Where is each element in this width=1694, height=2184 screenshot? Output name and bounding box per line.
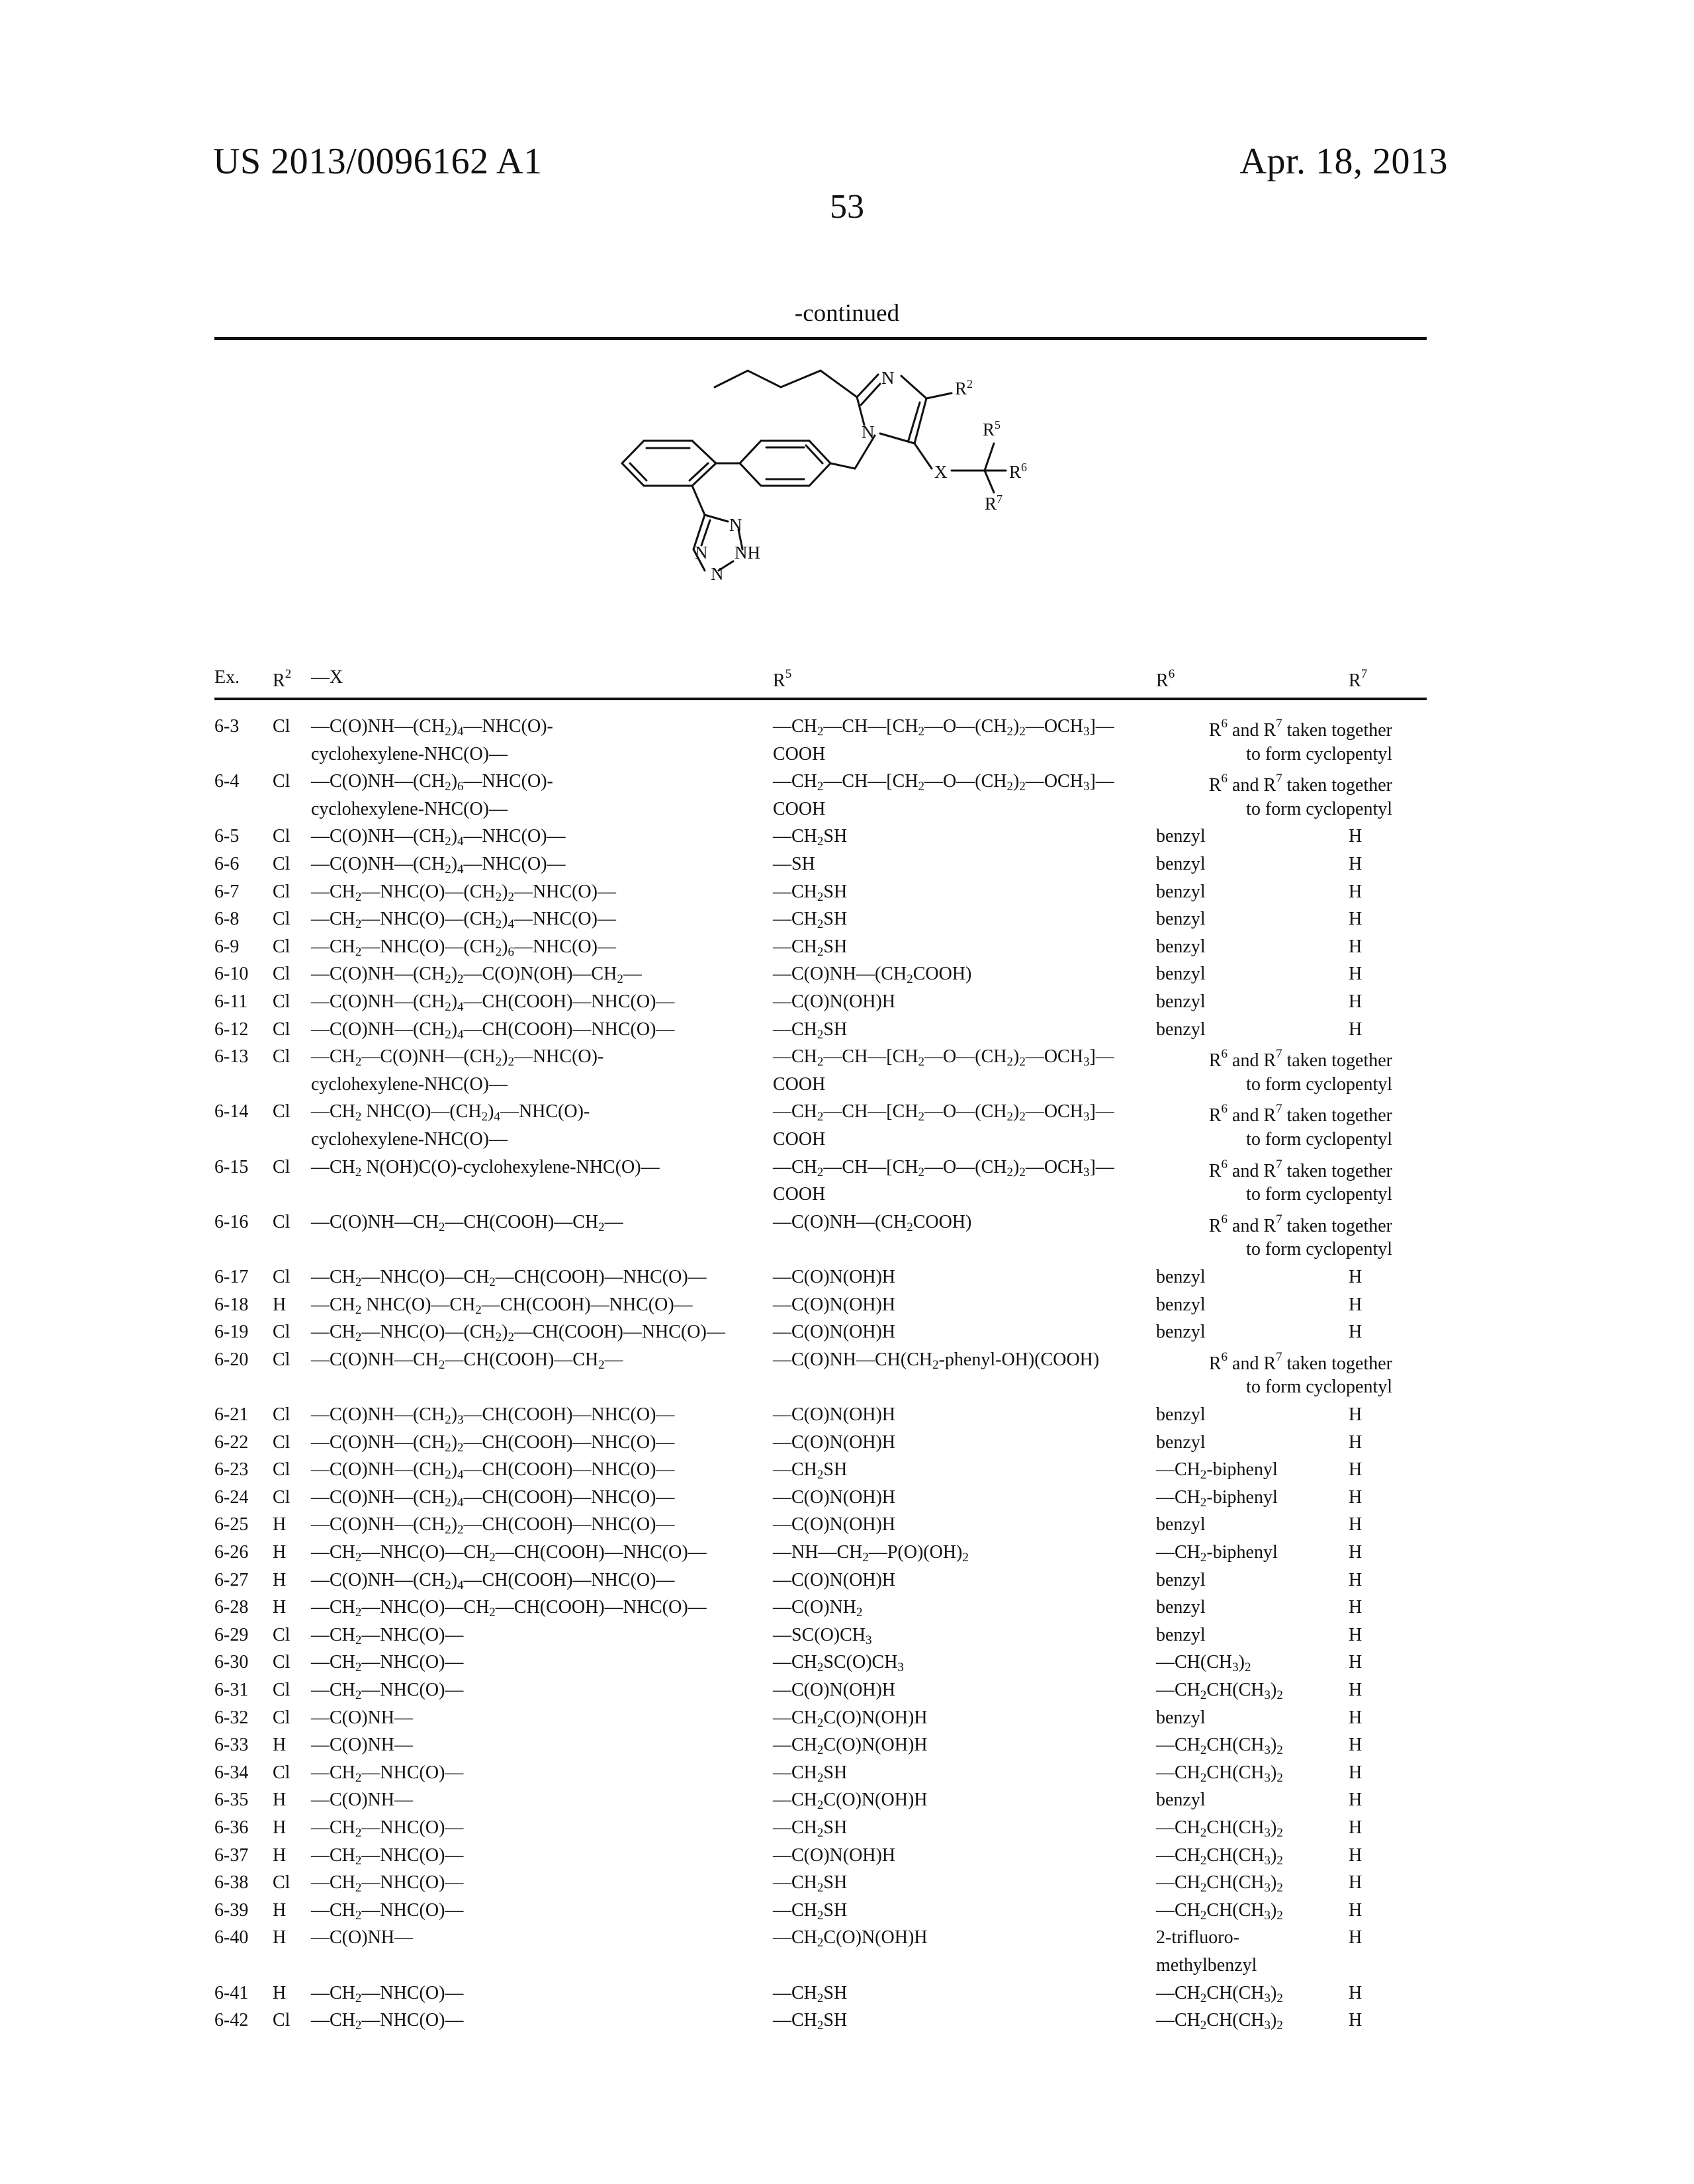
cell-r6: $—CH_2CH(CH_3)_2$ (1156, 2010, 1283, 2033)
cell-r6: $—CH_2CH(CH_3)_2$ (1156, 1982, 1283, 2005)
substituent-r2: $R^2$ (955, 377, 973, 398)
cell-r6: benzyl (1156, 1019, 1206, 1040)
column-header-r2: $R^2$ (273, 667, 292, 691)
cell-r2: Cl (273, 1624, 290, 1645)
cell-r6: benzyl (1156, 1432, 1206, 1453)
cell-example-number: 6-7 (214, 881, 240, 902)
cell-r2: Cl (273, 1404, 290, 1425)
cell-example-number: 6-25 (214, 1514, 249, 1535)
cell-example-number: 6-18 (214, 1294, 249, 1315)
cell-r5: —C(O)N(OH)H (773, 1569, 896, 1590)
atom-label-n: N (711, 564, 724, 584)
cell-example-number: 6-40 (214, 1927, 249, 1948)
cell-r6: benzyl (1156, 881, 1206, 902)
cell-r7: H (1349, 1927, 1362, 1948)
cell-example-number: 6-35 (214, 1790, 249, 1811)
cell-r5: $—CH_2—CH—[CH_2—O—(CH_2)_2—OCH_3]—$ (773, 771, 1114, 794)
cell-example-number: 6-30 (214, 1652, 249, 1673)
cell-r6-r7-combined: $R^6$ and $R^7$ taken together (1208, 717, 1392, 741)
cell-r5: —C(O)N(OH)H (773, 991, 896, 1012)
cell-r5: $—CH_2C(O)N(OH)H$ (773, 1735, 928, 1758)
cell-r7: H (1349, 1294, 1362, 1315)
cell-r5: $—CH_2SH$ (773, 1762, 848, 1785)
cell-r6: benzyl (1156, 826, 1206, 847)
cell-r7: H (1349, 1322, 1362, 1343)
cell-r6: benzyl (1156, 909, 1206, 930)
cell-r6-r7-combined: to form cyclopentyl (1246, 1377, 1392, 1398)
cell-x: $—C(O)NH—(CH_2)_2—CH(COOH)—NHC(O)—$ (311, 1514, 675, 1537)
cell-x: $—CH_2—C(O)NH—(CH_2)_2—NHC(O)-$ (311, 1046, 604, 1069)
cell-example-number: 6-23 (214, 1459, 249, 1480)
cell-r5: $—CH_2SH$ (773, 881, 848, 904)
cell-r5: $—CH_2SH$ (773, 1459, 848, 1482)
cell-example-number: 6-19 (214, 1322, 249, 1343)
cell-x: —C(O)NH— (311, 1790, 413, 1811)
cell-r5: $—CH_2SH$ (773, 1872, 848, 1895)
cell-r6: $—CH_2CH(CH_3)_2$ (1156, 1899, 1283, 1923)
cell-r2: H (273, 1294, 287, 1315)
cell-example-number: 6-8 (214, 909, 240, 930)
cell-r7: H (1349, 1790, 1362, 1811)
table-top-rule (214, 337, 1427, 340)
cell-r5: $—CH_2SH$ (773, 909, 848, 932)
cell-x: $—CH_2—NHC(O)—$ (311, 1899, 464, 1923)
cell-r6-r7-combined: $R^6$ and $R^7$ taken together (1208, 1349, 1392, 1374)
cell-r6: benzyl (1156, 991, 1206, 1012)
cell-r6: benzyl (1156, 1569, 1206, 1590)
cell-example-number: 6-9 (214, 936, 240, 957)
cell-x: $—CH_2—NHC(O)—$ (311, 1762, 464, 1785)
cell-r2: Cl (273, 1101, 290, 1122)
cell-r2: Cl (273, 1349, 290, 1370)
cell-r5: $—CH_2—CH—[CH_2—O—(CH_2)_2—OCH_3]—$ (773, 716, 1114, 739)
chemical-structure (569, 351, 1125, 662)
cell-example-number: 6-34 (214, 1762, 249, 1783)
substituent-r5: $R^5$ (983, 418, 1001, 439)
cell-x: $—CH_2—NHC(O)—$ (311, 1844, 464, 1868)
cell-r5: $—C(O)NH—CH(CH_2-phenyl-OH)(COOH)$ (773, 1349, 1100, 1372)
cell-r5: —C(O)N(OH)H (773, 1294, 896, 1315)
cell-r7: H (1349, 936, 1362, 957)
cell-r2: Cl (273, 1459, 290, 1480)
cell-x: —C(O)NH— (311, 1927, 413, 1948)
cell-r6: $—CH_2CH(CH_3)_2$ (1156, 1680, 1283, 1702)
cell-x: $—C(O)NH—(CH_2)_4—NHC(O)—$ (311, 826, 566, 849)
cell-r2: H (273, 1542, 287, 1563)
cell-r5: $—C(O)NH—(CH_2COOH)$ (773, 1211, 972, 1234)
cell-x: $—CH_2—NHC(O)—$ (311, 1624, 464, 1647)
cell-x: cyclohexylene-NHC(O)— (311, 743, 508, 764)
cell-r6: $—CH_2$-biphenyl (1156, 1486, 1278, 1510)
cell-r5: $—C(O)NH_2$ (773, 1597, 863, 1620)
atom-label-x: X (934, 462, 948, 482)
structure-bonds (622, 371, 1006, 570)
cell-r7: H (1349, 1514, 1362, 1535)
cell-r7: H (1349, 826, 1362, 847)
cell-r2: Cl (273, 1652, 290, 1673)
page-number: 53 (830, 188, 864, 226)
cell-x: $—C(O)NH—CH_2—CH(COOH)—CH_2—$ (311, 1349, 623, 1372)
cell-r7: H (1349, 1872, 1362, 1893)
cell-r5: —C(O)N(OH)H (773, 1514, 896, 1535)
cell-example-number: 6-22 (214, 1432, 249, 1453)
cell-example-number: 6-21 (214, 1404, 249, 1425)
cell-example-number: 6-41 (214, 1982, 249, 2003)
cell-example-number: 6-36 (214, 1817, 249, 1838)
cell-r6-r7-combined: to form cyclopentyl (1246, 1184, 1392, 1205)
cell-r2: H (273, 1817, 287, 1838)
cell-r2: Cl (273, 1019, 290, 1040)
cell-r5: $—CH_2—CH—[CH_2—O—(CH_2)_2—OCH_3]—$ (773, 1101, 1114, 1124)
cell-r2: Cl (273, 771, 290, 792)
cell-x: $—C(O)NH—(CH_2)_3—CH(COOH)—NHC(O)—$ (311, 1404, 675, 1427)
cell-r6: benzyl (1156, 1624, 1206, 1645)
cell-r6: 2-trifluoro- (1156, 1927, 1239, 1948)
cell-x: $—C(O)NH—(CH_2)_2—C(O)N(OH)—CH_2—$ (311, 964, 642, 987)
cell-r2: Cl (273, 1680, 290, 1700)
cell-r2: Cl (273, 964, 290, 985)
cell-r6: benzyl (1156, 1514, 1206, 1535)
cell-x: $—CH_2$ $NHC(O)—CH_2—CH(COOH)—NHC(O)—$ (311, 1294, 693, 1317)
cell-r7: H (1349, 1019, 1362, 1040)
cell-x: cyclohexylene-NHC(O)— (311, 798, 508, 819)
cell-r2: Cl (273, 1432, 290, 1453)
cell-x: $—CH_2—NHC(O)—CH_2—CH(COOH)—NHC(O)—$ (311, 1542, 707, 1565)
cell-r5: $—CH_2SH$ (773, 1982, 848, 2005)
cell-x: $—CH_2—NHC(O)—$ (311, 1680, 464, 1702)
cell-x: $—CH_2—NHC(O)—(CH_2)_2—NHC(O)—$ (311, 881, 616, 904)
cell-r7: H (1349, 881, 1362, 902)
publication-number: US 2013/0096162 A1 (213, 141, 543, 182)
cell-r7: H (1349, 1597, 1362, 1618)
cell-r2: H (273, 1514, 287, 1535)
cell-r6: benzyl (1156, 1267, 1206, 1287)
cell-r5: —SH (773, 854, 815, 874)
cell-example-number: 6-17 (214, 1267, 249, 1287)
cell-r2: H (273, 1790, 287, 1811)
cell-r5: —C(O)N(OH)H (773, 1844, 896, 1866)
cell-example-number: 6-29 (214, 1624, 249, 1645)
cell-r6: benzyl (1156, 854, 1206, 874)
cell-r6-r7-combined: $R^6$ and $R^7$ taken together (1208, 1157, 1392, 1181)
atom-label-n: N (695, 543, 708, 563)
cell-r6: methylbenzyl (1156, 1955, 1257, 1976)
cell-r7: H (1349, 1844, 1362, 1866)
cell-r2: Cl (273, 1486, 290, 1508)
cell-example-number: 6-31 (214, 1680, 249, 1700)
cell-r2: Cl (273, 1211, 290, 1232)
cell-r5: $—CH_2C(O)N(OH)H$ (773, 1927, 928, 1950)
cell-x: $—CH_2—NHC(O)—$ (311, 2010, 464, 2033)
cell-example-number: 6-26 (214, 1542, 249, 1563)
cell-example-number: 6-37 (214, 1844, 249, 1866)
cell-r7: H (1349, 1569, 1362, 1590)
cell-example-number: 6-20 (214, 1349, 249, 1370)
cell-r2: H (273, 1982, 287, 2003)
cell-r5: $—CH_2SH$ (773, 1817, 848, 1840)
cell-r7: H (1349, 1707, 1362, 1728)
cell-r5: $—C(O)NH—(CH_2COOH)$ (773, 964, 972, 987)
cell-example-number: 6-15 (214, 1156, 249, 1177)
cell-r2: H (273, 1899, 287, 1921)
cell-r6: $—CH_2CH(CH_3)_2$ (1156, 1817, 1283, 1840)
cell-r5: $—CH_2C(O)N(OH)H$ (773, 1790, 928, 1813)
cell-example-number: 6-12 (214, 1019, 249, 1040)
cell-example-number: 6-4 (214, 771, 240, 792)
cell-r7: H (1349, 1982, 1362, 2003)
cell-r6-r7-combined: $R^6$ and $R^7$ taken together (1208, 1212, 1392, 1236)
cell-r2: Cl (273, 1762, 290, 1783)
cell-r7: H (1349, 991, 1362, 1012)
cell-example-number: 6-42 (214, 2010, 249, 2031)
cell-r2: Cl (273, 1322, 290, 1343)
cell-r7: H (1349, 1542, 1362, 1563)
column-header-x: —X (311, 667, 343, 688)
cell-x: $—C(O)NH—(CH_2)_4—CH(COOH)—NHC(O)—$ (311, 1459, 675, 1482)
cell-example-number: 6-32 (214, 1707, 249, 1728)
cell-x: $—C(O)NH—(CH_2)_4—CH(COOH)—NHC(O)—$ (311, 1019, 675, 1042)
cell-r7: H (1349, 1624, 1362, 1645)
cell-r2: Cl (273, 1872, 290, 1893)
cell-example-number: 6-33 (214, 1735, 249, 1756)
cell-r2: H (273, 1597, 287, 1618)
cell-r5: $—CH_2—CH—[CH_2—O—(CH_2)_2—OCH_3]—$ (773, 1046, 1114, 1069)
structure-atom-labels (695, 368, 1027, 584)
cell-r5: —C(O)N(OH)H (773, 1322, 896, 1343)
cell-r6-r7-combined: to form cyclopentyl (1246, 1129, 1392, 1150)
cell-x: $—CH_2$ $NHC(O)—(CH_2)_4—NHC(O)-$ (311, 1101, 590, 1124)
cell-r2: Cl (273, 1046, 290, 1068)
cell-r2: Cl (273, 2010, 290, 2031)
column-header-ex: Ex. (214, 667, 240, 688)
cell-r6-r7-combined: to form cyclopentyl (1246, 1073, 1392, 1095)
cell-example-number: 6-24 (214, 1486, 249, 1508)
cell-example-number: 6-3 (214, 716, 240, 737)
cell-r6-r7-combined: to form cyclopentyl (1246, 1239, 1392, 1260)
cell-r6: benzyl (1156, 1790, 1206, 1811)
cell-example-number: 6-16 (214, 1211, 249, 1232)
cell-r6: $—CH_2CH(CH_3)_2$ (1156, 1844, 1283, 1868)
cell-r5: $—SC(O)CH_3$ (773, 1624, 872, 1647)
atom-label-n: N (862, 422, 875, 442)
cell-r2: Cl (273, 716, 290, 737)
cell-x: $—C(O)NH—(CH_2)_6—NHC(O)-$ (311, 771, 553, 794)
cell-r6: $—CH_2$-biphenyl (1156, 1542, 1278, 1565)
cell-r5: $—CH_2C(O)N(OH)H$ (773, 1707, 928, 1730)
cell-x: $—CH_2—NHC(O)—$ (311, 1817, 464, 1840)
cell-r7: H (1349, 2010, 1362, 2031)
cell-x: $—C(O)NH—CH_2—CH(COOH)—CH_2—$ (311, 1211, 623, 1234)
cell-r5: COOH (773, 798, 826, 819)
cell-x: $—CH_2—NHC(O)—(CH_2)_6—NHC(O)—$ (311, 936, 616, 959)
cell-example-number: 6-13 (214, 1046, 249, 1068)
cell-r5: $—CH_2SH$ (773, 936, 848, 959)
cell-example-number: 6-11 (214, 991, 248, 1012)
cell-example-number: 6-39 (214, 1899, 249, 1921)
cell-x: $—CH_2—NHC(O)—(CH_2)_2—CH(COOH)—NHC(O)—$ (311, 1322, 725, 1345)
cell-r7: H (1349, 1432, 1362, 1453)
cell-r2: Cl (273, 1707, 290, 1728)
cell-r6-r7-combined: $R^6$ and $R^7$ taken together (1208, 1102, 1392, 1126)
substituent-r6: $R^6$ (1009, 461, 1028, 482)
continued-label: -continued (794, 300, 900, 327)
cell-r5: COOH (773, 1073, 826, 1095)
cell-r5: —C(O)N(OH)H (773, 1267, 896, 1287)
cell-x: $—C(O)NH—(CH_2)_4—CH(COOH)—NHC(O)—$ (311, 1486, 675, 1510)
cell-r2: Cl (273, 936, 290, 957)
cell-example-number: 6-10 (214, 964, 249, 985)
cell-r5: $—CH_2—CH—[CH_2—O—(CH_2)_2—OCH_3]—$ (773, 1156, 1114, 1179)
cell-r5: COOH (773, 1129, 826, 1150)
atom-label-nh: NH (735, 543, 760, 563)
cell-r5: $—CH_2SH$ (773, 1019, 848, 1042)
cell-r6: benzyl (1156, 1322, 1206, 1343)
cell-x: $—CH_2—NHC(O)—CH_2—CH(COOH)—NHC(O)—$ (311, 1267, 707, 1289)
cell-x: $—CH_2—NHC(O)—$ (311, 1872, 464, 1895)
header-rule (214, 698, 1427, 700)
cell-r6: $—CH_2$-biphenyl (1156, 1459, 1278, 1482)
cell-r2: Cl (273, 881, 290, 902)
cell-r2: Cl (273, 1156, 290, 1177)
cell-example-number: 6-38 (214, 1872, 249, 1893)
cell-r6-r7-combined: $R^6$ and $R^7$ taken together (1208, 1047, 1392, 1071)
cell-r5: —C(O)N(OH)H (773, 1680, 896, 1700)
cell-r6: $—CH_2CH(CH_3)_2$ (1156, 1762, 1283, 1785)
substituent-r7: $R^7$ (985, 492, 1003, 514)
cell-r7: H (1349, 1735, 1362, 1756)
cell-r7: H (1349, 964, 1362, 985)
cell-r5: $—CH_2SH$ (773, 2010, 848, 2033)
cell-x: $—CH_2$ N(OH)C(O)-cyclohexylene-NHC(O)— (311, 1156, 660, 1179)
cell-r7: H (1349, 1486, 1362, 1508)
cell-r6: benzyl (1156, 936, 1206, 957)
cell-x: $—C(O)NH—(CH_2)_4—NHC(O)—$ (311, 854, 566, 876)
cell-r6-r7-combined: $R^6$ and $R^7$ taken together (1208, 772, 1392, 796)
cell-x: $—C(O)NH—(CH_2)_4—CH(COOH)—NHC(O)—$ (311, 991, 675, 1014)
cell-r6-r7-combined: to form cyclopentyl (1246, 798, 1392, 819)
cell-r5: —C(O)N(OH)H (773, 1486, 896, 1508)
cell-r2: H (273, 1569, 287, 1590)
cell-r2: H (273, 1844, 287, 1866)
cell-r6: benzyl (1156, 1597, 1206, 1618)
cell-x: $—CH_2—NHC(O)—$ (311, 1982, 464, 2005)
cell-r7: H (1349, 1267, 1362, 1287)
cell-r2: Cl (273, 854, 290, 874)
cell-r6: benzyl (1156, 1707, 1206, 1728)
publication-date: Apr. 18, 2013 (1239, 141, 1448, 182)
cell-r6: $—CH_2CH(CH_3)_2$ (1156, 1735, 1283, 1758)
cell-example-number: 6-5 (214, 826, 240, 847)
cell-r5: $—CH_2SH$ (773, 826, 848, 849)
cell-r6: benzyl (1156, 1404, 1206, 1425)
cell-r6: benzyl (1156, 1294, 1206, 1315)
cell-x: $—CH_2—NHC(O)—CH_2—CH(COOH)—NHC(O)—$ (311, 1597, 707, 1620)
cell-x: —C(O)NH— (311, 1735, 413, 1756)
cell-r2: Cl (273, 826, 290, 847)
cell-x: $—C(O)NH—(CH_2)_2—CH(COOH)—NHC(O)—$ (311, 1432, 675, 1455)
cell-x: cyclohexylene-NHC(O)— (311, 1129, 508, 1150)
column-header-r7: $R^7$ (1349, 667, 1368, 691)
column-header-r5: $R^5$ (773, 667, 792, 691)
cell-r5: COOH (773, 743, 826, 764)
cell-example-number: 6-28 (214, 1597, 249, 1618)
cell-x: $—CH_2—NHC(O)—(CH_2)_4—NHC(O)—$ (311, 909, 616, 932)
cell-r5: —C(O)N(OH)H (773, 1432, 896, 1453)
cell-r5: $—CH_2SC(O)CH_3$ (773, 1652, 904, 1675)
cell-r2: Cl (273, 909, 290, 930)
cell-example-number: 6-27 (214, 1569, 249, 1590)
column-header-r6: $R^6$ (1156, 667, 1175, 691)
cell-r7: H (1349, 1459, 1362, 1480)
cell-r6: benzyl (1156, 964, 1206, 985)
cell-x: $—C(O)NH—(CH_2)_4—NHC(O)-$ (311, 716, 553, 739)
cell-r7: H (1349, 1817, 1362, 1838)
cell-r7: H (1349, 1404, 1362, 1425)
cell-r2: H (273, 1735, 287, 1756)
atom-label-n: N (881, 368, 895, 388)
cell-r5: COOH (773, 1184, 826, 1205)
cell-r7: H (1349, 1680, 1362, 1700)
cell-example-number: 6-6 (214, 854, 240, 874)
cell-example-number: 6-14 (214, 1101, 249, 1122)
cell-r7: H (1349, 909, 1362, 930)
cell-r5: $—CH_2SH$ (773, 1899, 848, 1923)
cell-r7: H (1349, 1762, 1362, 1783)
cell-r5: $—NH—CH_2—P(O)(OH)_2$ (773, 1542, 969, 1565)
cell-x: $—CH_2—NHC(O)—$ (311, 1652, 464, 1675)
cell-r2: Cl (273, 991, 290, 1012)
atom-label-n: N (729, 515, 742, 535)
cell-x: —C(O)NH— (311, 1707, 413, 1728)
cell-r7: H (1349, 1652, 1362, 1673)
cell-x: $—C(O)NH—(CH_2)_4—CH(COOH)—NHC(O)—$ (311, 1569, 675, 1592)
cell-r2: Cl (273, 1267, 290, 1287)
cell-r5: —C(O)N(OH)H (773, 1404, 896, 1425)
cell-r7: H (1349, 1899, 1362, 1921)
cell-r7: H (1349, 854, 1362, 874)
cell-r6: $—CH(CH_3)_2$ (1156, 1652, 1251, 1675)
cell-r6: $—CH_2CH(CH_3)_2$ (1156, 1872, 1283, 1895)
cell-r2: H (273, 1927, 287, 1948)
cell-r6-r7-combined: to form cyclopentyl (1246, 743, 1392, 764)
cell-x: cyclohexylene-NHC(O)— (311, 1073, 508, 1095)
